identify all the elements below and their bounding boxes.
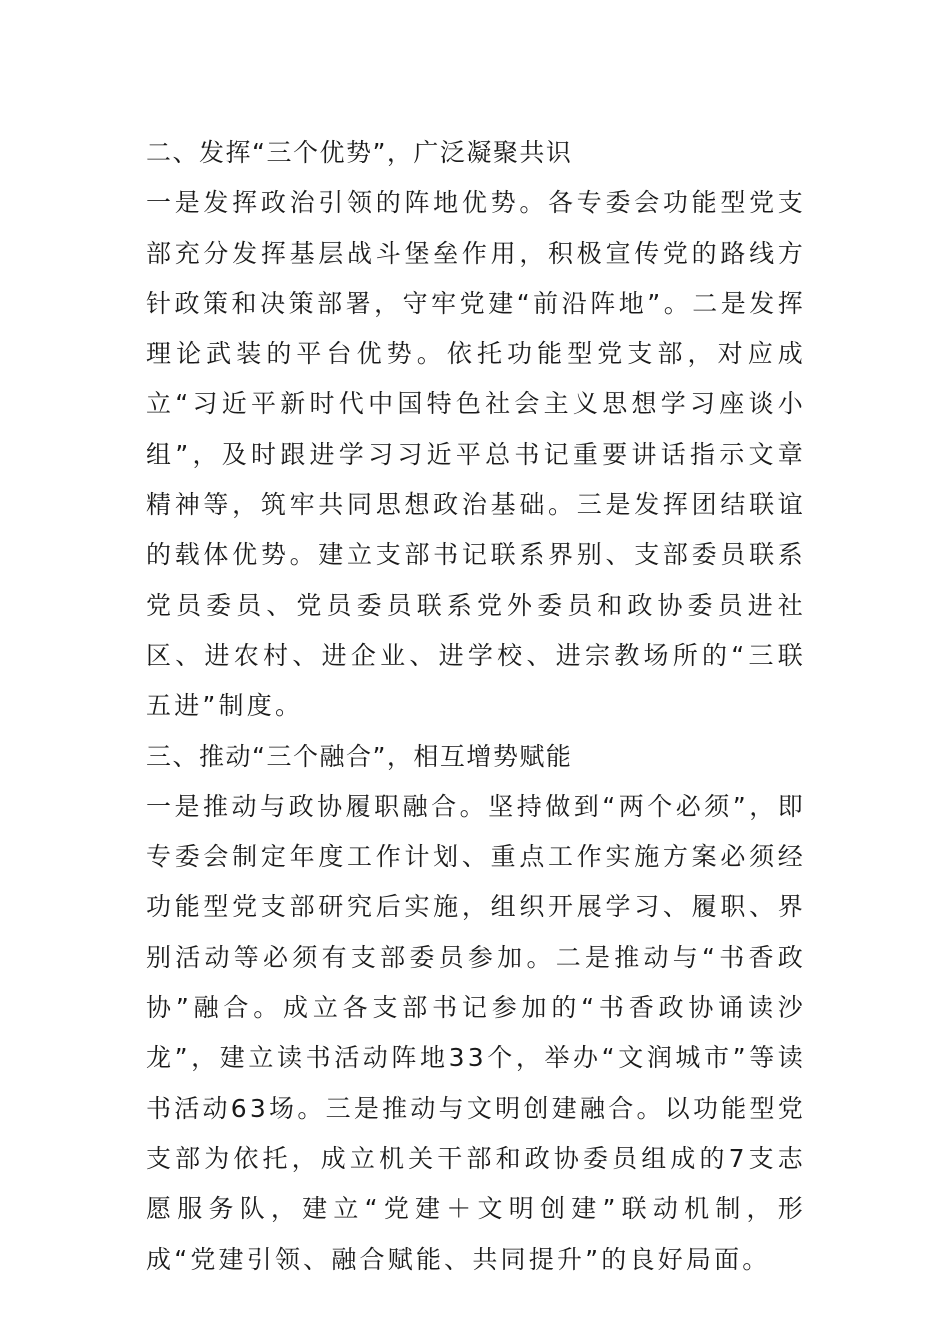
section-3-heading: 三、推动“三个融合”，相互增势赋能 (146, 741, 573, 771)
section-2-heading: 二、发挥“三个优势”，广泛凝聚共识 (146, 138, 573, 167)
document-body (146, 128, 806, 1285)
section-3-paragraph: 一是推动与政协履职融合。坚持做到“两个必须”，即专委会制定年度工作计划、重点工作实施方案必须经功能型党支部研究后实施，组织开展学习、履职、界别活动等必须有支部委员参加。二是推动与“书香政协”融合。成立各支部书记参加的“书香政协诵读沙龙”，建立读书活动阵地33个，举办“文润城市”等读书活动63场。三是推动与文明创建融合。以功能型党支部为依托，成立机关干部和政协委员组成的7支志愿服务队，建立“党建＋文明创建”联动机制，形成“党建引领、融合赋能、共同提升”的良好局面。 (146, 791, 806, 1274)
section-2-paragraph: 一是发挥政治引领的阵地优势。各专委会功能型党支部充分发挥基层战斗堡垒作用，积极宣传党的路线方针政策和决策部署，守牢党建“前沿阵地”。二是发挥理论武装的平台优势。依托功能型党支部，对应成立“习近平新时代中国特色社会主义思想学习座谈小组”，及时跟进学习习近平总书记重要讲话指示文章精神等，筑牢共同思想政治基础。三是发挥团结联谊的载体优势。建立支部书记联系界别、支部委员联系党员委员、党员委员联系党外委员和政协委员进社区、进农村、进企业、进学校、进宗教场所的“三联五进”制度。 (146, 188, 806, 721)
